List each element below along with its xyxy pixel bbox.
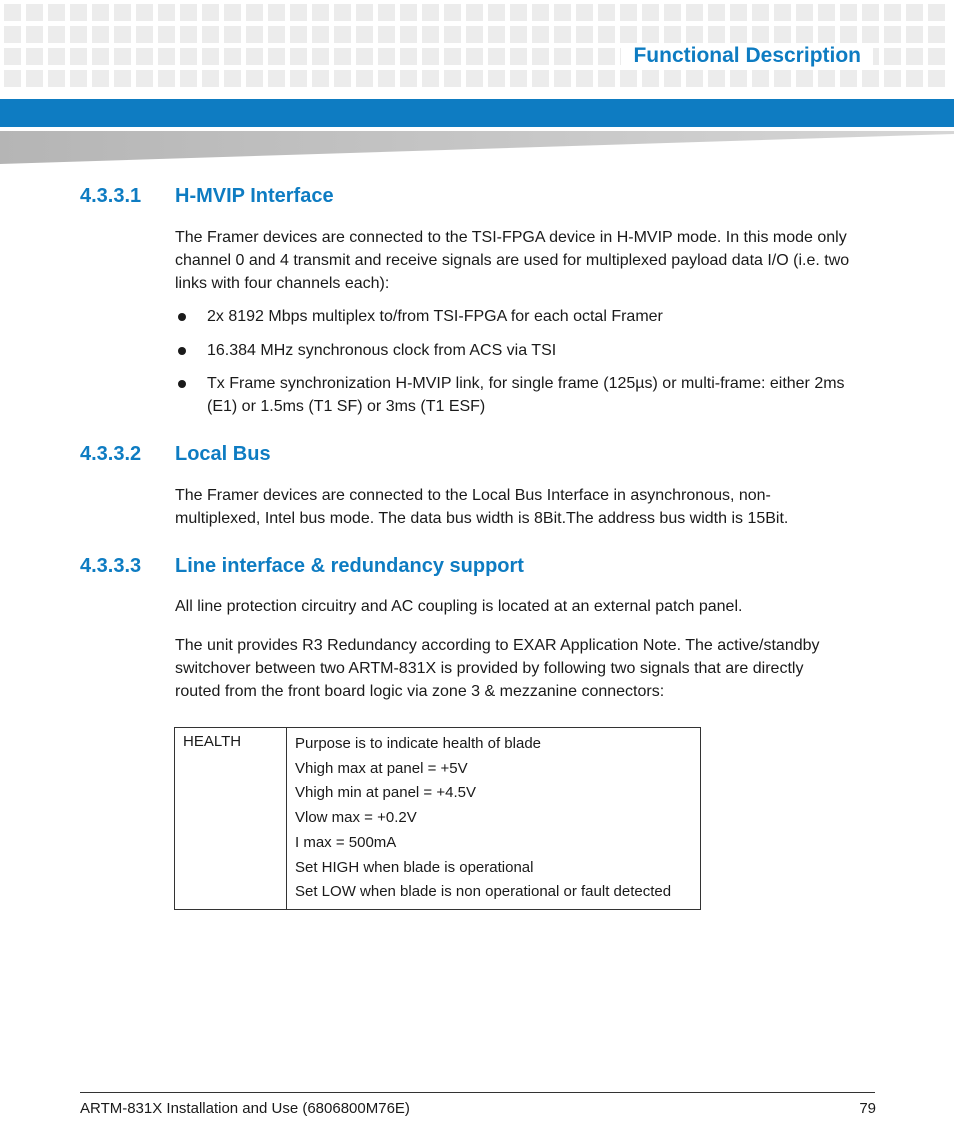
grid-tile — [532, 70, 549, 87]
grid-tile — [664, 26, 681, 43]
table-row — [175, 728, 701, 910]
description-line: Set LOW when blade is non operational or fault detected — [295, 883, 672, 901]
paragraph-line: links with four channels each): — [175, 275, 390, 292]
grid-tile — [488, 48, 505, 65]
paragraph-line: The Framer devices are connected to the Local Bus Interface in asynchronous, non- — [175, 487, 771, 504]
grid-tile — [422, 4, 439, 21]
section-heading-line-interface — [80, 554, 524, 578]
grid-tile — [422, 48, 439, 65]
grid-tile — [158, 70, 175, 87]
grid-tile — [224, 70, 241, 87]
grid-tile — [708, 26, 725, 43]
grid-tile — [224, 26, 241, 43]
grid-tile — [708, 4, 725, 21]
grid-tile — [48, 48, 65, 65]
grid-tile — [840, 70, 857, 87]
grid-tile — [356, 4, 373, 21]
grid-tile — [620, 4, 637, 21]
grid-tile — [510, 4, 527, 21]
grid-tile — [488, 4, 505, 21]
description-line: Set HIGH when blade is operational — [295, 858, 534, 876]
grid-tile — [180, 26, 197, 43]
grid-tile — [246, 70, 263, 87]
grid-tile — [158, 26, 175, 43]
bullet-text: 2x 8192 Mbps multiplex to/from TSI-FPGA for each octal Framer — [207, 308, 663, 325]
grid-tile — [202, 4, 219, 21]
grid-tile — [642, 26, 659, 43]
grid-tile — [532, 48, 549, 65]
grid-tile — [136, 48, 153, 65]
grid-tile — [466, 4, 483, 21]
grid-tile — [730, 26, 747, 43]
grid-tile — [818, 26, 835, 43]
grid-tile — [224, 4, 241, 21]
description-line: Vhigh min at panel = +4.5V — [295, 784, 476, 802]
grid-tile — [290, 70, 307, 87]
section-title: Local Bus — [175, 443, 271, 465]
grid-tile — [554, 48, 571, 65]
grid-tile — [818, 4, 835, 21]
grid-tile — [202, 26, 219, 43]
grid-tile — [158, 48, 175, 65]
grid-tile — [400, 48, 417, 65]
grid-tile — [48, 4, 65, 21]
section-title: Line interface & redundancy support — [175, 555, 524, 577]
grid-tile — [70, 4, 87, 21]
section-number: 4.3.3.1 — [80, 185, 142, 207]
paragraph-line: The Framer devices are connected to the TSI-FPGA device in H-MVIP mode. In this mode only — [175, 229, 847, 246]
grid-tile — [774, 4, 791, 21]
grid-tile — [884, 4, 901, 21]
grid-tile — [48, 26, 65, 43]
grid-tile — [620, 70, 637, 87]
grid-tile — [576, 70, 593, 87]
grid-tile — [92, 48, 109, 65]
grid-tile — [356, 48, 373, 65]
header-blue-bar — [0, 99, 954, 127]
bullet-item — [175, 339, 880, 362]
grid-tile — [422, 26, 439, 43]
grid-tile — [114, 4, 131, 21]
grid-tile — [796, 4, 813, 21]
grid-tile — [400, 70, 417, 87]
section-number: 4.3.3.2 — [80, 443, 142, 465]
grid-tile — [378, 4, 395, 21]
grid-tile — [444, 70, 461, 87]
grid-tile — [400, 26, 417, 43]
header-grey-wedge — [0, 131, 954, 164]
bullet-text: (E1) or 1.5ms (T1 SF) or 3ms (T1 ESF) — [207, 398, 486, 415]
grid-tile — [180, 48, 197, 65]
line-protection-paragraph: All line protection circuitry and AC coupling is located at an external patch panel. — [175, 598, 743, 615]
grid-tile — [70, 48, 87, 65]
grid-tile — [488, 70, 505, 87]
grid-tile — [400, 4, 417, 21]
grid-tile — [70, 70, 87, 87]
grid-tile — [312, 26, 329, 43]
grid-tile — [92, 4, 109, 21]
paragraph-line: channel 0 and 4 transmit and receive signals are used for multiplexed payload data I/O (i.e. two — [175, 252, 850, 269]
section-number: 4.3.3.3 — [80, 555, 142, 577]
grid-tile — [356, 70, 373, 87]
grid-tile — [356, 26, 373, 43]
grid-tile — [114, 70, 131, 87]
grid-tile — [862, 26, 879, 43]
grid-tile — [26, 48, 43, 65]
grid-tile — [576, 26, 593, 43]
grid-tile — [70, 26, 87, 43]
grid-tile — [532, 26, 549, 43]
grid-tile — [752, 70, 769, 87]
paragraph-line: routed from the front board logic via zone 3 & mezzanine connectors: — [175, 683, 665, 700]
grid-tile — [686, 70, 703, 87]
grid-tile — [510, 48, 527, 65]
bullet-item — [175, 372, 880, 418]
grid-tile — [818, 70, 835, 87]
grid-tile — [510, 70, 527, 87]
grid-tile — [158, 4, 175, 21]
bullet-dot-icon — [178, 347, 186, 355]
grid-tile — [488, 26, 505, 43]
grid-tile — [730, 4, 747, 21]
footer-rule — [80, 1092, 875, 1093]
grid-tile — [554, 26, 571, 43]
grid-tile — [334, 70, 351, 87]
grid-tile — [752, 26, 769, 43]
grid-tile — [312, 48, 329, 65]
section-heading-local-bus — [80, 442, 271, 466]
grid-tile — [202, 48, 219, 65]
grid-tile — [136, 26, 153, 43]
grid-tile — [862, 4, 879, 21]
grid-tile — [268, 70, 285, 87]
grid-tile — [708, 70, 725, 87]
grid-tile — [466, 48, 483, 65]
section-heading-hmvip — [80, 184, 334, 208]
paragraph-line: multiplexed, Intel bus mode. The data bus width is 8Bit.The address bus width is 15Bit. — [175, 510, 789, 527]
footer-document-title: ARTM-831X Installation and Use (6806800M76E) — [80, 1100, 410, 1117]
grid-tile — [598, 70, 615, 87]
grid-tile — [378, 48, 395, 65]
grid-tile — [136, 70, 153, 87]
redundancy-paragraph — [175, 634, 880, 703]
grid-tile — [774, 70, 791, 87]
grid-tile — [180, 4, 197, 21]
grid-tile — [884, 26, 901, 43]
grid-tile — [576, 4, 593, 21]
grid-tile — [246, 26, 263, 43]
signal-table — [174, 727, 701, 910]
bullet-item — [175, 305, 880, 328]
grid-tile — [840, 4, 857, 21]
page-header-title: Functional Description — [621, 43, 873, 69]
section-title: H-MVIP Interface — [175, 185, 334, 207]
grid-tile — [26, 70, 43, 87]
grid-tile — [26, 4, 43, 21]
grid-tile — [268, 48, 285, 65]
grid-tile — [554, 4, 571, 21]
grid-tile — [928, 4, 945, 21]
bullet-dot-icon — [178, 313, 186, 321]
grid-tile — [4, 26, 21, 43]
grid-tile — [796, 70, 813, 87]
grid-tile — [290, 26, 307, 43]
grid-tile — [4, 4, 21, 21]
grid-tile — [312, 70, 329, 87]
grid-tile — [92, 70, 109, 87]
local-bus-paragraph — [175, 484, 880, 530]
grid-tile — [246, 48, 263, 65]
bullet-dot-icon — [178, 380, 186, 388]
grid-tile — [268, 4, 285, 21]
grid-tile — [334, 48, 351, 65]
grid-tile — [4, 48, 21, 65]
grid-tile — [466, 70, 483, 87]
grid-tile — [532, 4, 549, 21]
grid-tile — [928, 26, 945, 43]
grid-tile — [906, 4, 923, 21]
grid-tile — [928, 70, 945, 87]
grid-tile — [202, 70, 219, 87]
grid-tile — [664, 70, 681, 87]
description-line: I max = 500mA — [295, 833, 397, 851]
grid-tile — [92, 26, 109, 43]
grid-tile — [510, 26, 527, 43]
grid-tile — [334, 26, 351, 43]
grid-tile — [598, 26, 615, 43]
grid-tile — [444, 48, 461, 65]
grid-tile — [268, 26, 285, 43]
description-line: Vhigh max at panel = +5V — [295, 759, 468, 777]
grid-tile — [4, 70, 21, 87]
grid-tile — [928, 48, 945, 65]
grid-tile — [642, 4, 659, 21]
grid-tile — [642, 70, 659, 87]
grid-tile — [686, 26, 703, 43]
signal-name-cell: HEALTH — [175, 728, 287, 910]
description-line: Purpose is to indicate health of blade — [295, 735, 541, 752]
bullet-text: Tx Frame synchronization H-MVIP link, for single frame (125µs) or multi-frame: either 2ms — [207, 375, 845, 392]
grid-tile — [840, 26, 857, 43]
footer-page-number: 79 — [859, 1100, 876, 1117]
paragraph-line: The unit provides R3 Redundancy according to EXAR Application Note. The active/standby — [175, 637, 820, 654]
grid-tile — [48, 70, 65, 87]
grid-tile — [774, 26, 791, 43]
grid-tile — [752, 4, 769, 21]
grid-tile — [466, 26, 483, 43]
grid-tile — [312, 4, 329, 21]
bullet-text: 16.384 MHz synchronous clock from ACS via TSI — [207, 342, 557, 359]
grid-tile — [884, 70, 901, 87]
grid-tile — [620, 26, 637, 43]
grid-tile — [884, 48, 901, 65]
grid-tile — [334, 4, 351, 21]
grid-tile — [444, 4, 461, 21]
grid-tile — [554, 70, 571, 87]
grid-tile — [290, 48, 307, 65]
grid-tile — [598, 4, 615, 21]
grid-tile — [444, 26, 461, 43]
description-line: Vlow max = +0.2V — [295, 809, 417, 827]
grid-tile — [378, 26, 395, 43]
grid-tile — [906, 26, 923, 43]
signal-description-cell — [287, 728, 701, 910]
grid-tile — [136, 4, 153, 21]
grid-tile — [576, 48, 593, 65]
grid-tile — [862, 70, 879, 87]
grid-tile — [224, 48, 241, 65]
grid-tile — [26, 26, 43, 43]
grid-tile — [180, 70, 197, 87]
grid-tile — [906, 48, 923, 65]
grid-tile — [114, 48, 131, 65]
paragraph-line: switchover between two ARTM-831X is provided by following two signals that are directly — [175, 660, 804, 677]
grid-tile — [796, 26, 813, 43]
grid-tile — [686, 4, 703, 21]
grid-tile — [598, 48, 615, 65]
grid-tile — [906, 70, 923, 87]
hmvip-intro-paragraph — [175, 226, 880, 295]
grid-tile — [114, 26, 131, 43]
grid-tile — [730, 70, 747, 87]
grid-tile — [422, 70, 439, 87]
grid-tile — [664, 4, 681, 21]
grid-tile — [246, 4, 263, 21]
grid-tile — [290, 4, 307, 21]
grid-tile — [378, 70, 395, 87]
